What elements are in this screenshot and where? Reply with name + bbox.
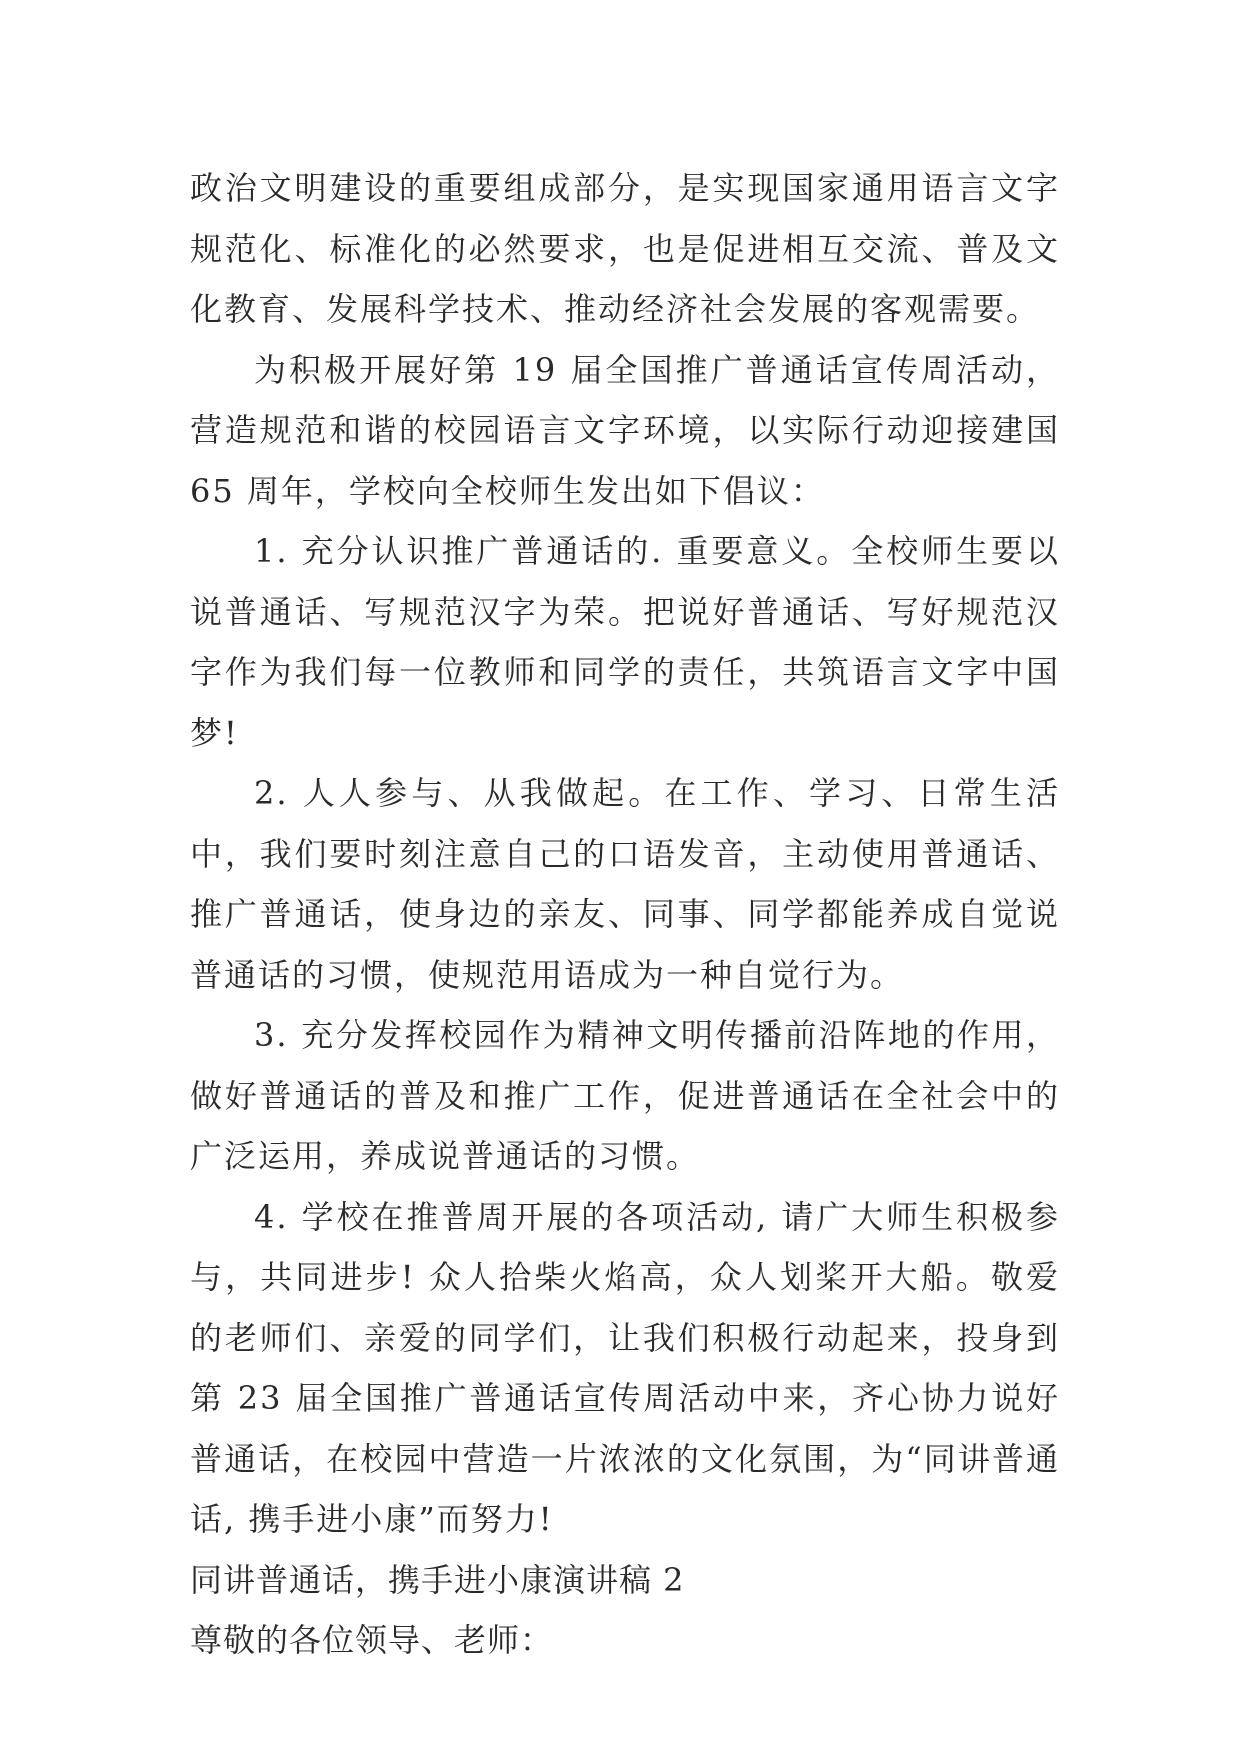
paragraph-item-1: 1. 充分认识推广普通话的. 重要意义。全校师生要以说普通话、写规范汉字为荣。把说好普通话、写好规范汉字作为我们每一位教师和同学的责任，共筑语言文字中国梦!	[190, 532, 1060, 752]
paragraph-proposal-intro: 为积极开展好第 19 届全国推广普通话宣传周活动，营造规范和谐的校园语言文字环境，以实际行动迎接建国 65 周年，学校向全校师生发出如下倡议：	[190, 350, 1060, 510]
salutation: 尊敬的各位领导、老师：	[190, 1621, 554, 1659]
section-title: 同讲普通话，携手进小康演讲稿 2	[190, 1560, 685, 1599]
paragraph-item-2: 2. 人人参与、从我做起。在工作、学习、日常生活中，我们要时刻注意自己的口语发音，主动使用普通话、推广普通话，使身边的亲友、同事、同学都能养成自觉说普通话的习惯，使规范用语成为一种自觉行为。	[190, 774, 1060, 994]
document-body	[190, 158, 1060, 1671]
paragraph-item-4: 4. 学校在推普周开展的各项活动, 请广大师生积极参与，共同进步! 众人拾柴火焰高，众人划桨开大船。敬爱的老师们、亲爱的同学们，让我们积极行动起来，投身到第 23 届全国推广普通话宣传周活动中来，齐心协力说好普通话，在校园中营造一片浓浓的文化氛围，为“同讲普通话, 携手进小康”而努力!	[190, 1197, 1060, 1538]
paragraph-item-3: 3. 充分发挥校园作为精神文明传播前沿阵地的作用，做好普通话的普及和推广工作，促进普通话在全社会中的广泛运用，养成说普通话的习惯。	[190, 1016, 1060, 1175]
paragraph-intro-continued: 政治文明建设的重要组成部分，是实现国家通用语言文字规范化、标准化的必然要求，也是促进相互交流、普及文化教育、发展科学技术、推动经济社会发展的客观需要。	[190, 169, 1060, 328]
